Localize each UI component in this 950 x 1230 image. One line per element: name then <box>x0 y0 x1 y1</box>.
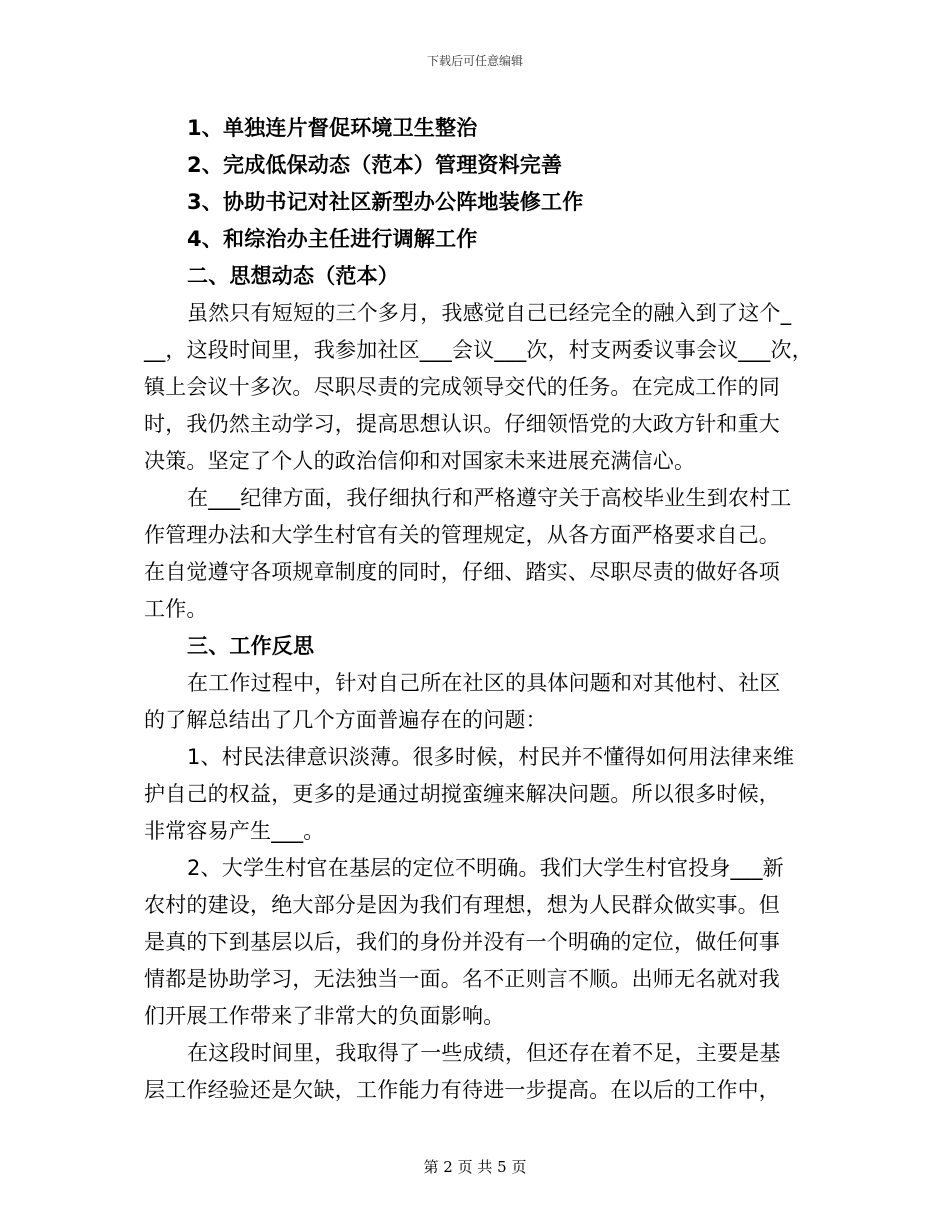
paragraph-line: 农村的建设，绝大部分是因为我们有理想，想为人民群众做实事。但 <box>144 893 780 917</box>
page-header: 下载后可任意编辑 <box>426 54 523 68</box>
paragraph-line: 镇上会议十多次。尽职尽责的完成领导交代的任务。在完成工作的同 <box>144 375 780 399</box>
paragraph-line: __，这段时间里，我参加社区___会议___次，村支两委议事会议___次， <box>144 338 813 362</box>
paragraph-line: 非常容易产生___。 <box>144 819 325 843</box>
paragraph-line: 决策。坚定了个人的政治信仰和对国家未来进展充满信心。 <box>144 449 696 473</box>
page-footer: 第 2 页 共 5 页 <box>423 1158 527 1176</box>
paragraph-line: 在这段时间里，我取得了一些成绩，但还存在着不足，主要是基 <box>187 1041 781 1065</box>
heading-line: 2、完成低保动态（范本）管理资料完善 <box>187 153 563 177</box>
paragraph-line: 在___纪律方面，我仔细执行和严格遵守关于高校毕业生到农村工 <box>187 486 792 510</box>
paragraph-line: 工作。 <box>144 597 208 621</box>
heading-line: 1、单独连片督促环境卫生整治 <box>187 116 478 140</box>
heading-line: 三、工作反思 <box>187 634 315 658</box>
paragraph-line: 虽然只有短短的三个多月，我感觉自己已经完全的融入到了这个_ <box>187 301 792 325</box>
paragraph-line: 们开展工作带来了非常大的负面影响。 <box>144 1004 505 1028</box>
paragraph-line: 的了解总结出了几个方面普遍存在的问题： <box>144 708 547 732</box>
document-body <box>144 110 813 1109</box>
paragraph-line: 情都是协助学习，无法独当一面。名不正则言不顺。出师无名就对我 <box>144 967 780 991</box>
paragraph-line: 作管理办法和大学生村官有关的管理规定，从各方面严格要求自己。 <box>144 523 780 547</box>
paragraph-line: 在工作过程中，针对自己所在社区的具体问题和对其他村、社区 <box>187 671 781 695</box>
paragraph-line: 时，我仍然主动学习，提高思想认识。仔细领悟党的大政方针和重大 <box>144 412 780 436</box>
heading-line: 二、思想动态（范本） <box>187 264 399 288</box>
paragraph-line: 1、村民法律意识淡薄。很多时候，村民并不懂得如何用法律来维 <box>187 745 795 769</box>
paragraph-line: 2、大学生村官在基层的定位不明确。我们大学生村官投身___新 <box>187 856 784 880</box>
paragraph-line: 在自觉遵守各项规章制度的同时，仔细、踏实、尽职尽责的做好各项 <box>144 560 780 584</box>
paragraph-line: 层工作经验还是欠缺，工作能力有待进一步提高。在以后的工作中， <box>144 1078 780 1102</box>
heading-line: 3、协助书记对社区新型办公阵地装修工作 <box>187 190 584 214</box>
paragraph-line: 护自己的权益，更多的是通过胡搅蛮缠来解决问题。所以很多时候， <box>144 782 780 806</box>
heading-line: 4、和综治办主任进行调解工作 <box>187 227 478 251</box>
paragraph-line: 是真的下到基层以后，我们的身份并没有一个明确的定位，做任何事 <box>144 930 780 954</box>
